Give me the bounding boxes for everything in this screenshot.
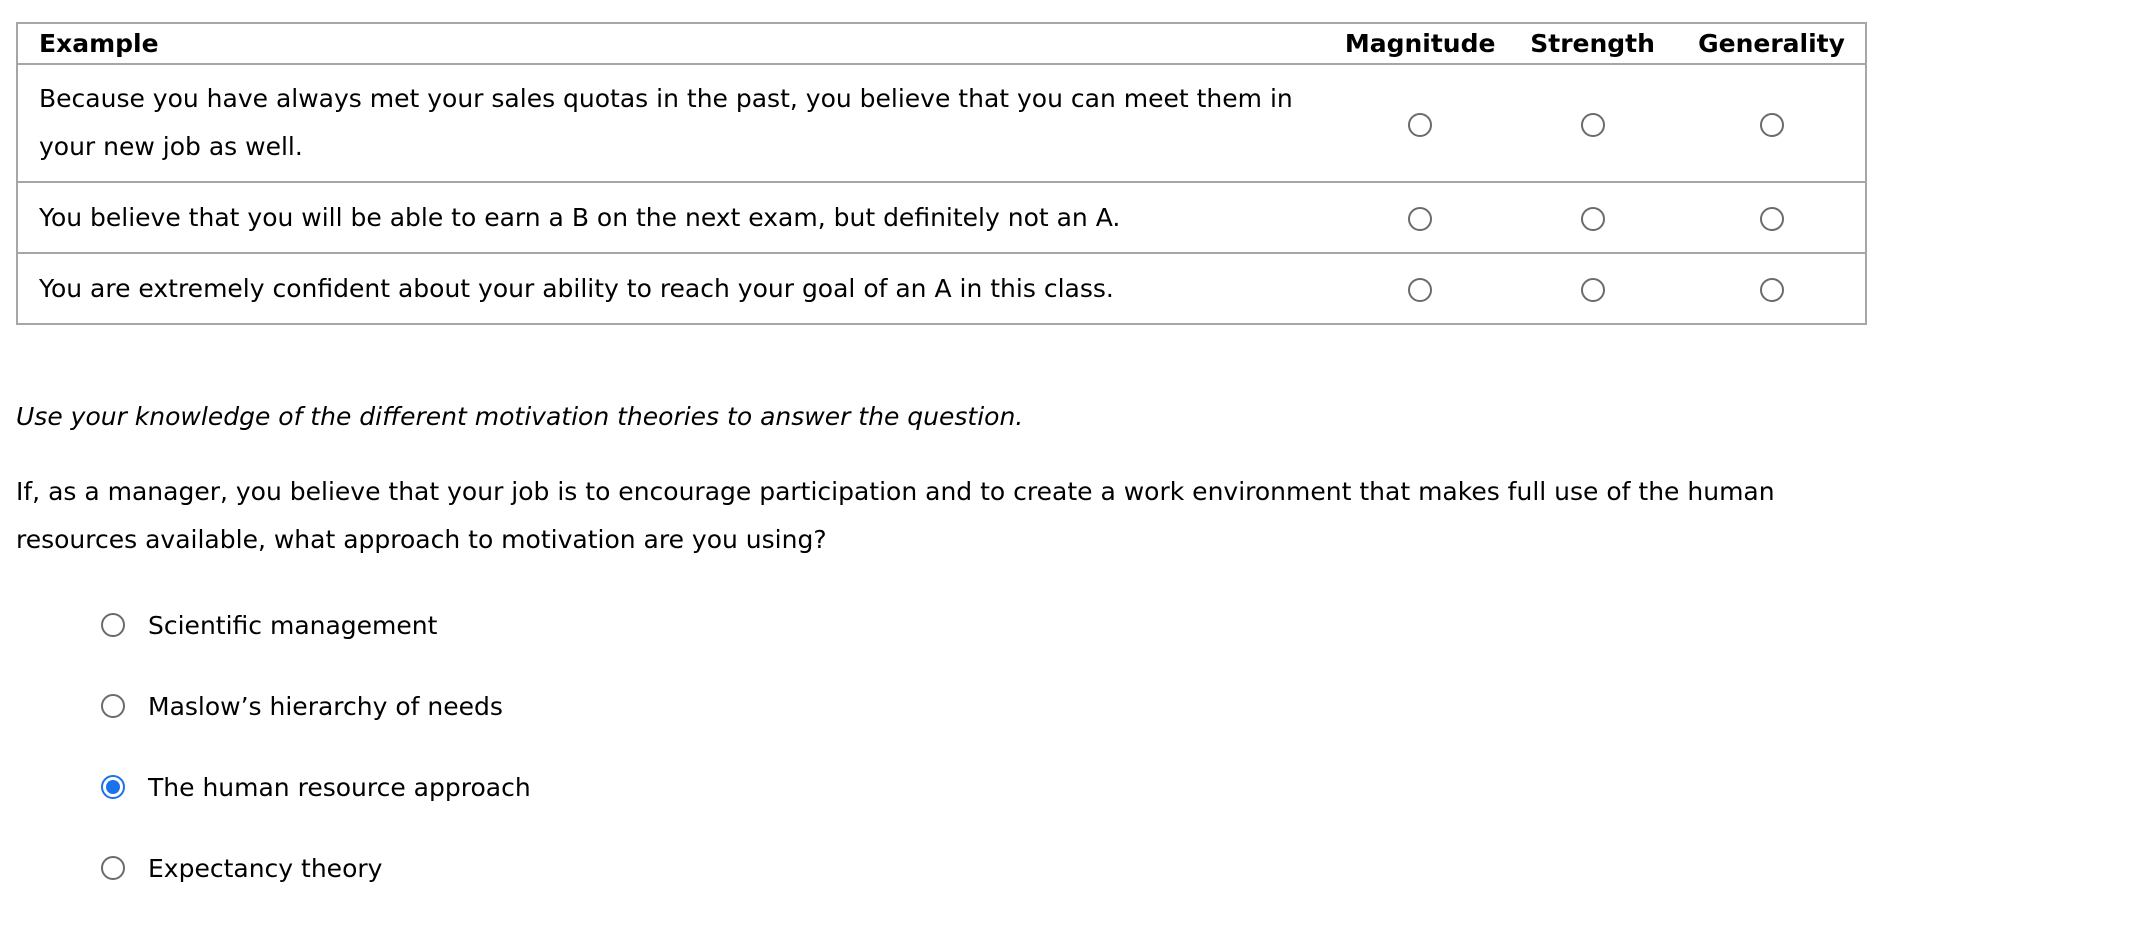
- header-magnitude: Magnitude: [1333, 23, 1507, 64]
- radio-maslow[interactable]: [101, 694, 125, 718]
- answer-option-scientific-management[interactable]: [101, 604, 531, 646]
- table-row: [17, 64, 1866, 182]
- answer-option-maslow[interactable]: [101, 685, 531, 727]
- header-example: Example: [17, 23, 1333, 64]
- question-instruction: Use your knowledge of the different motivation theories to answer the question.: [16, 402, 1024, 431]
- example-text: Because you have always met your sales quotas in the past, you believe that you can meet them in your new job as well.: [17, 64, 1333, 182]
- radio-row3-strength[interactable]: [1581, 278, 1605, 302]
- cell-magnitude: [1333, 182, 1507, 253]
- cell-strength: [1507, 64, 1678, 182]
- radio-scientific-management[interactable]: [101, 613, 125, 637]
- option-label: The human resource approach: [148, 772, 531, 802]
- cell-generality: [1678, 182, 1866, 253]
- radio-row2-strength[interactable]: [1581, 207, 1605, 231]
- radio-expectancy-theory[interactable]: [101, 856, 125, 880]
- radio-row2-magnitude[interactable]: [1408, 207, 1432, 231]
- radio-row1-generality[interactable]: [1760, 113, 1784, 137]
- table-header-row: [17, 23, 1866, 64]
- option-label: Expectancy theory: [148, 853, 383, 883]
- cell-strength: [1507, 253, 1678, 324]
- table-row: [17, 253, 1866, 324]
- radio-row2-generality[interactable]: [1760, 207, 1784, 231]
- answer-options: [101, 604, 531, 928]
- example-text: You believe that you will be able to earn a B on the next exam, but definitely not an A.: [17, 182, 1333, 253]
- cell-generality: [1678, 64, 1866, 182]
- header-generality: Generality: [1678, 23, 1866, 64]
- self-efficacy-matrix-table: [16, 22, 1867, 325]
- answer-option-human-resource-approach[interactable]: [101, 766, 531, 808]
- radio-row3-generality[interactable]: [1760, 278, 1784, 302]
- header-strength: Strength: [1507, 23, 1678, 64]
- option-label: Scientific management: [148, 610, 438, 640]
- cell-strength: [1507, 182, 1678, 253]
- question-prompt: If, as a manager, you believe that your job is to encourage participation and to create a work environment that makes full use of the human resources available, what approach to motivation are you using?: [16, 477, 1775, 554]
- radio-row1-strength[interactable]: [1581, 113, 1605, 137]
- example-text: You are extremely confident about your ability to reach your goal of an A in this class.: [17, 253, 1333, 324]
- table-row: [17, 182, 1866, 253]
- radio-row3-magnitude[interactable]: [1408, 278, 1432, 302]
- radio-row1-magnitude[interactable]: [1408, 113, 1432, 137]
- cell-magnitude: [1333, 253, 1507, 324]
- radio-human-resource-approach[interactable]: [101, 775, 125, 799]
- answer-option-expectancy-theory[interactable]: [101, 847, 531, 889]
- cell-generality: [1678, 253, 1866, 324]
- cell-magnitude: [1333, 64, 1507, 182]
- option-label: Maslow’s hierarchy of needs: [148, 691, 503, 721]
